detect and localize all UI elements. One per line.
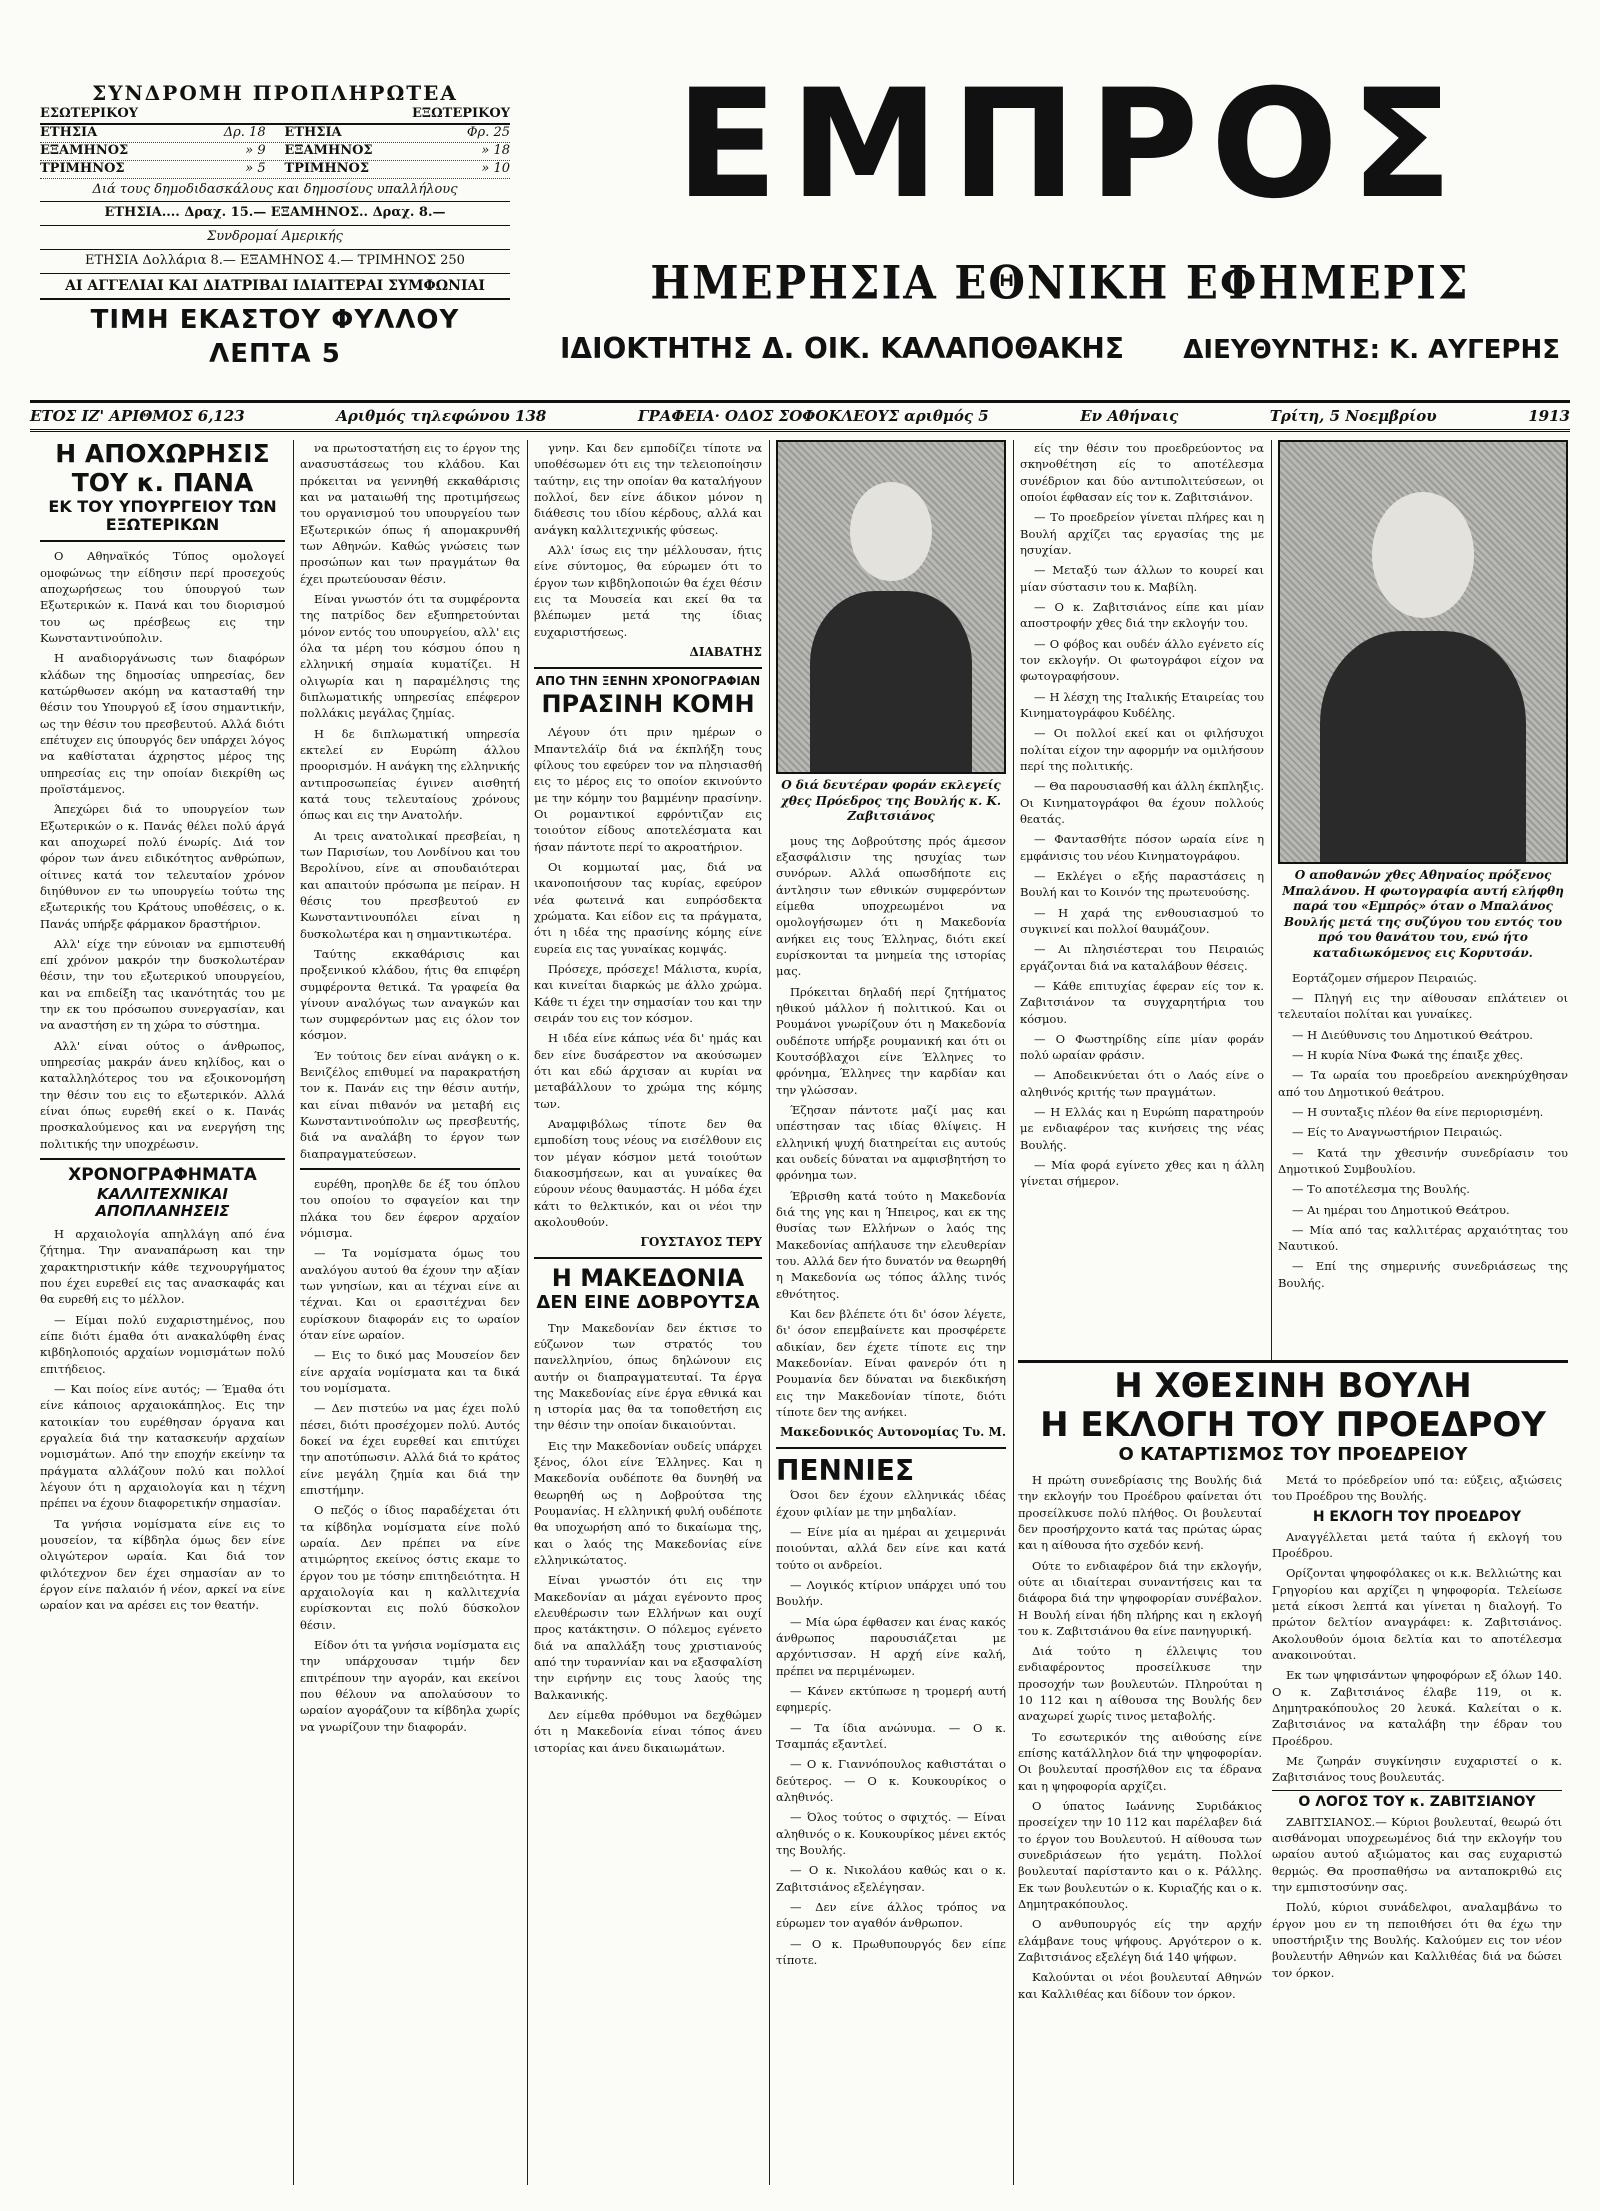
article-paragraph: — Ο φόβος και ουδέν άλλο εγένετο είς τον εκλογήν. Οι φωτογράφοι είχον να φωτογραφήσουν.: [1020, 636, 1264, 684]
rate-value: Φρ. 25: [466, 124, 510, 140]
article-paragraph: Οι κομμωταί μας, διά να ικανοποιήσουν τας κυρίας, εφεύρον νέα φωτεινά και ευπρόσδεκτα χρώματα. Και είδον εις τα πράγματα, ότι η ιδέα της πρασίνης κόμης είνε ευρεία εις τας γυναίκας κομψάς.: [534, 859, 762, 956]
domestic-label: ΕΣΩΤΕΡΙΚΟΥ: [40, 106, 139, 121]
article-paragraph: Αλλ' είναι ούτος ο άνθρωπος, υπηρεσίας μακράν άνευ κηλίδος, και ο καταλληλότερος του να εξοικονομήση την θέσιν του εις το εξωτερικόν. Αλλά είναι όπως ευρεθή εκεί ο κ. Πανάς προσκαλούμενος και να ενεργήση της πολιτικής την υποχρέωσιν.: [40, 1038, 285, 1151]
article-paragraph: Η αναδιοργάνωσις των διαφόρων κλάδων της δημοσίας υπηρεσίας, δεν κατώρθωσεν ακόμη να κατασταθή την θέσιν του Υπουργού εξ ίσου σημαντικήν, ως την θέσιν του πρεσβευτού. Αλλά διότι επέτυχεν εις ύπουργός δεν υπάρχει λόγος να καθίσταται άχρηστος μέρος της υπηρεσίας εις την οποίαν διεκρίθη ως προϊστάμενος.: [40, 651, 285, 796]
article-paragraph: — Αι ημέραι του Δημοτικού Θεάτρου.: [1292, 1202, 1510, 1217]
article-paragraph: Αλλ' είχε την εύνοιαν να εμπιστευθή επί χρόνον μακρόν την δυσκολωτέραν θέσιν, την του εξωτερικού υπουργείου, και να επιδείξη τας ικανότητάς του με την εκ του πρόσωπου συνεργασίαν, και να αναστήση εν τη χώρα το σύστημα.: [40, 936, 285, 1033]
article-paragraph: Άπεχώρει διά το υπουργείον των Εξωτερικών ο κ. Πανάς θέλει πολύ άργά και αποχωρεί πολύ ένωρίς. Διά τον φόρον των άνευ ειδικότητος ανθρώπων, οίτινες κατά τον τελευταίον χρόνον διηύθυνον εν τω υπουργείω τούτω της εξωτερικής του Κράτους υποθέσεις, ο κ. Πανάς υπήρξε φάρμακον δραστήριον.: [40, 802, 285, 931]
article-paragraph: — Η Διεύθυνσις του Δημοτικού Θεάτρου.: [1292, 1027, 1533, 1042]
rate-value: Δρ. 18: [223, 124, 266, 140]
photo-consul-balanou: [1278, 440, 1568, 864]
article-paragraph: — Η λέσχη της Ιταλικής Εταιρείας του Κινηματογράφου Κυδέλης.: [1020, 689, 1264, 720]
article-paragraph: — Και ποίος είνε αυτός; — Έμαθα ότι είνε κάποιος αρχαιοκάπηλος. Εις την κατοικίαν του ευρέθησαν όργανα και εργαλεία διά την κατασκευήν αρχαίων νομισμάτων. Από την εποχήν εκείνην τα πράγματα αλλάζουν πολύ και πολλοί λέγουν ότι η αρχαιολογία και η τέχνη πρέπει να έχουν διαφορετικήν σημασίαν.: [40, 1382, 285, 1511]
article-paragraph: — Τα ωραία του προεδρείου ανεκηρύχθησαν από του Δημοτικού θεάτρου.: [1278, 1068, 1568, 1099]
column-rule: [293, 440, 294, 2185]
article-paragraph: — Θα παρουσιασθή και άλλη έκπληξις. Οι Κινηματογράφοι θα έχουν πολλούς θεατάς.: [1020, 779, 1264, 826]
article-paragraph: Το εσωτερικόν της αιθούσης είνε επίσης κατάλληλον διά την ψηφοφορίαν. Οι βουλευταί προσήλθον εις τα έδρανα και η ψηφοφορία αρχίζει.: [1018, 1729, 1262, 1793]
column-rule: [527, 440, 528, 2185]
date: Τρίτη, 5 Νοεμβρίου: [1269, 407, 1437, 425]
dateline: [30, 400, 1570, 432]
article-paragraph: ΖΑΒΙΤΣΙΑΝΟΣ.— Κύριοι βουλευταί, θεωρώ ότι αισθάνομαι υποχρεωμένος διά την εκλογήν του ωραίου αυτού αξιώματος και σας ευχαριστώ θερμώς. Θα προσπαθήσω να ανταποκριθώ εις την εμπιστοσύνην σας.: [1272, 1814, 1562, 1894]
article-paragraph: Είναι γνωστόν ότι εις την Μακεδονίαν αι μάχαι εγένοντο προς ελευθέρωσιν των Ελλήνων και ουχί προς κατάκτησιν. Ο πόλεμος εγένετο διά να απαλλάξη τους χριστιανούς από την τυραννίαν και να εξασφαλίση την ειρήνην εις τους λαούς της Βαλκανικής.: [534, 1573, 762, 1702]
article-paragraph: ευρέθη, προηλθε δε έξ του όπλου του οποίου το σφαγείον και την πλάκα του δεν έφερον αρχαίον νόμισμα.: [300, 1177, 520, 1241]
column-3: [534, 440, 762, 2185]
article-paragraph: — Επί της σημερινής συνεδριάσεως της Βουλής.: [1278, 1259, 1568, 1290]
column-item: — Δεν είνε άλλος τρόπος να εύρωμεν τον αγαθόν άνθρωπον.: [776, 1900, 1006, 1931]
article-paragraph: Διά τούτο η έλλειψις του ενδιαφέροντος προσείλκυσε την προσοχήν των βουλευτών. Πληρούται η 10 112 και η αίθουσα της Βουλής δεν αναχωρεί χωρίς τινος μεταβολής.: [1018, 1644, 1262, 1724]
article-paragraph: Η πρώτη συνεδρίασις της Βουλής διά την εκλογήν του Προέδρου φαίνεται ότι προσείλκυσε πολύ πλήθος. Οι βουλευταί δεν προσήρχοντο κατά τας πρώτας ώρας και η αίθουσα ήτο σχεδόν κενή.: [1018, 1472, 1262, 1553]
rate-label: ΕΤΗΣΙΑ: [40, 124, 98, 140]
parliament-article: [1018, 1360, 1568, 2185]
issue-number: ΕΤΟΣ ΙΖ' ΑΡΙΘΜΟΣ 6,123: [30, 407, 245, 425]
article-paragraph: Είδον ότι τα γνήσια νομίσματα εις την υπάρχουσαν τιμήν δεν επιτρέπουν την αγοράν, και εκείνοι που θέλουν να απολαύσουν το ωραίον αγοράζουν τα κίβδηλα χωρίς να γνωρίζουν την διαφοράν.: [300, 1637, 520, 1734]
headline-pana: Η ΑΠΟΧΩΡΗΣΙΣ ΤΟΥ κ. ΠΑΝΑ: [55, 440, 270, 497]
article-paragraph: γνην. Και δεν εμποδίζει τίποτε να υποθέσωμεν ότι εις την τελειοποίησιν ταύτην, εις την οποίαν θα καταλήγουν πολλοί, δεν είνε άδικον μόνον η διάθεσις του ιδίου κέρδους, αλλά και ανάγκη καλλιτεχνικής φύσεως.: [534, 441, 762, 537]
column-item: — Όλος τούτος ο σφιχτός. — Είναι αληθινός ο κ. Κουκουρίκος μένει εκτός της Βουλής.: [776, 1810, 1006, 1858]
signature: ΔΙΑΒΑΤΗΣ: [689, 644, 762, 659]
article-paragraph: Μετά το πρόεδρείον υπό τα: εύξεις, αξιώσεις του Προέδρου της Βουλής.: [1272, 1472, 1562, 1504]
phone-number: Αριθμός τηλεφώνου 138: [336, 407, 547, 425]
article-paragraph: Ορίζονται ψηφοφόλακες οι κ.κ. Βελλιώτης και Γρηγορίου και αρχίζει η ψηφοφορία. Τελείωσε μετά είκοσι λεπτά και γίνεται η διαλογή. Το πρώτον δελτίον αναγράφει: κ. Ζαβιτσιάνος. Ακολουθούν όμοια δελτία και το αποτέλεσμα ανακοινούται.: [1272, 1566, 1562, 1662]
article-paragraph: Είναι γνωστόν ότι τα συμφέροντα της πατρίδος δεν εξυπηρετούνται μόνον εντός του υπουργείου, αλλ' εις όλα τα μέρη του κόσμου όπου η ελληνική σημαία κυματίζει. Η ολιγωρία και η παραμέλησις της διπλωματικής υπηρεσίας επέφερον πολλάκις μεγάλας ζημίας.: [300, 591, 520, 721]
masthead-tagline: ΗΜΕΡΗΣΙΑ ΕΘΝΙΚΗ ΕΦΗΜΕΡΙΣ: [650, 255, 1470, 310]
column-rule: [769, 440, 770, 2185]
masthead-title: ΕΜΠΡΟΣ: [675, 58, 1465, 232]
article-paragraph: Η δε διπλωματική υπηρεσία εκτελεί εν Ευρώπη άλλου προορισμόν. Η ανάγκη της ελληνικής αντιπροσωπείας έγινεν αισθητή κατά τους τελευταίους χρόνους όπως και εις την Ανατολήν.: [300, 726, 520, 823]
rate-label: ΕΤΗΣΙΑ: [284, 124, 342, 140]
rate-value: » 10: [481, 160, 510, 176]
article-paragraph: Αναγγέλλεται μετά ταύτα ή εκλογή του Προέδρου.: [1272, 1529, 1562, 1560]
article-paragraph: Ταύτης εκκαθάρισις και προξενικού κλάδου, ήτις θα επιφέρη συμφέροντα θετικά. Τα γραφεία θα γίνουν αναλόγως των αναγκών και των συμφερόντων μας εις όλον τον κόσμον.: [300, 946, 520, 1043]
column-item: — Τα ίδια ανώνυμα. — Ο κ. Τσαμπάς εξαντλεί.: [776, 1720, 1006, 1752]
article-paragraph: Τα γνήσια νομίσματα είνε εις το μουσείον, τα κίβδηλα όμως δεν είνε ολιγώτερον ωραία. Και διά τον φιλότεχνον δεν έχει σημασίαν αν το έργον είνε παλαιόν ή νέον, αρκεί να είνε ωραίον και να αρέσει εις τον θεατήν.: [40, 1516, 285, 1613]
article-paragraph: — Ο κ. Ζαβιτσιάνος είπε και μίαν αποστροφήν χθες διά την εκλογήν του.: [1020, 599, 1264, 631]
article-paragraph: Ο ανθυπουργός είς την αρχήν ελάμβανε τους ψήφους. Αργότερον ο κ. Ζαβιτσιάνος εξελέγη διά 140 ψήφων.: [1018, 1917, 1262, 1965]
article-paragraph: — Τα νομίσματα όμως του αναλόγου αυτού θα έχουν την αξίαν των γνησίων, και αι τέχναι είνε αι τέχναι. Και οι ερασιτέχναι δεν ευρίσκουν διαφοράν εις το ωραίον όταν είνε ωραίον.: [300, 1246, 520, 1343]
director-name: ΔΙΕΥΘΥΝΤΗΣ: Κ. ΑΥΓΕΡΗΣ: [1183, 335, 1560, 365]
article-paragraph: — Μεταξύ των άλλων το κουρεί και μίαν σύστασιν του κ. Μαβίλη.: [1020, 563, 1264, 594]
headline-parliament: Η ΧΘΕΣΙΝΗ ΒΟΥΛΗ: [1018, 1360, 1568, 1406]
article-paragraph: Η αρχαιολογία απηλλάγη από ένα ζήτημα. Την αναναπάρωση και την χαρακτηριστικήν κάθε τεχνουργήματος που έχει ευρεθεί εις τας ανασκαφάς και θα ευρεθή εις το μέλλον.: [40, 1227, 285, 1307]
owner-line: [560, 332, 1560, 365]
column-2: [300, 440, 520, 2185]
article-paragraph: — Εις το δικό μας Μουσείον δεν είνε αρχαία νομίσματα και τα δικά του νομίσματα.: [300, 1348, 520, 1396]
article-paragraph: — Αποδεικνύεται ότι ο Λαός είνε ο αληθινός κριτής των πραγμάτων.: [1020, 1068, 1264, 1099]
article-paragraph: Ούτε το ενδιαφέρον διά την εκλογήν, ούτε αι ιδιαίτεραι συναντήσεις και τα διάφορα διά την ψηφοφορίαν συνέβαλον. Η Βουλή είναι ήδη πλήρης και η εκλογή του κ. Ζαβιτσιάνου θα είνε πανηγυρική.: [1018, 1558, 1262, 1638]
subheadline-pana: ΕΚ ΤΟΥ ΥΠΟΥΡΓΕΙΟΥ ΤΩΝ ΕΞΩΤΕΡΙΚΩΝ: [48, 496, 277, 534]
article-paragraph: — Η κυρία Νίνα Φωκά της έπαιξε χθες.: [1292, 1047, 1524, 1062]
place: Εν Αθήναις: [1080, 407, 1179, 425]
signature: Μακεδονικός Αυτονομίας Τυ. Μ.: [780, 1425, 1006, 1440]
article-paragraph: — Η συνταξις πλέον θα είνε περιορισμένη.: [1292, 1104, 1544, 1119]
column-item: — Είνε μία αι ημέραι αι χειμερινάι ποιούνται, αλλά δεν είνε και κατά τούτο οι ανδρείοι.: [776, 1525, 1006, 1572]
article-paragraph: Αλλ' ίσως εις την μέλλουσαν, ήτις είνε σύντομος, θα εύρωμεν ότι το έργον των κιβδηλοποιών θα έχει θέσιν εις τα Μουσεία και εκεί θα τα βλέπωμεν μετά της ίδιας ευχαριστήσεως.: [534, 542, 762, 639]
owner-name: ΙΔΙΟΚΤΗΤΗΣ Δ. ΟΙΚ. ΚΑΛΑΠΟΘΑΚΗΣ: [560, 332, 1124, 365]
subheadline-macedonia: ΔΕΝ ΕΙΝΕ ΔΟΒΡΟΥΤΣΑ: [536, 1291, 760, 1313]
portrait-photo-zavitsianos: [776, 440, 1006, 774]
year: 1913: [1528, 407, 1570, 425]
section-kicker: ΑΠΟ ΤΗΝ ΞΕΝΗΝ ΧΡΟΝΟΓΡΑΦΙΑΝ: [535, 673, 761, 688]
column-item: — Ο κ. Πρωθυπουργός δεν είπε τίποτε.: [776, 1936, 1006, 1968]
photo-caption: Ο αποθανών χθες Αθηναίος πρόξενος Μπαλάνου. Η φωτογραφία αυτή ελήφθη παρά του «Εμπρός» όταν ο Μπαλάνος Βουλής μετά της συζύγου του εντός του πρό του θανάτου του, ενώ ήτο καταδιωκόμενος εις Κορυτσάν.: [1282, 868, 1564, 960]
article-paragraph: — Αι πλησιέστεραι του Πειραιώς εργάζονται διά να καταλάβουν θέσεις.: [1020, 942, 1264, 973]
article-paragraph: — Εκλέγει ο εξής παραστάσεις η Βουλή και το Κοινόν της πρωτευούσης.: [1020, 868, 1264, 900]
column-rule: [1013, 440, 1014, 2185]
article-paragraph: — Μία φορά εγίνετο χθες και η άλλη γίνεται σήμερον.: [1020, 1158, 1264, 1189]
article-paragraph: Έβρισθη κατά τούτο η Μακεδονία διά της γης και η Ήπειρος, και εκ της θυσίας των Ελλήνων ο λαός της Μακεδονίας απήλαυσε την ελευθερίαν του. Αλλά δεν ήτο δυνατόν να θεωρηθή η Μακεδονία ως τόπος άλλης τινός εθνότητος.: [776, 1188, 1006, 1301]
article-paragraph: Ο Αθηναϊκός Τύπος ομολογεί ομοφώνως την είδησιν περί προσεχούς αποχωρήσεως του ύπουργού των Εξωτερικών κ. Πανά και του διορισμού του ως πρέσβεως εις την Κωνσταντινούπολιν.: [40, 549, 285, 645]
article-paragraph: Αναμφιβόλως τίποτε δεν θα εμποδίση τους νέους να εισέλθουν εις τον μέγαν κόσμον μετά τοιούτων διακοσμήσεων, και αι γυναίκες θα εύρουν νέους θαυμαστάς. Η μόδα έχει κάτι το θελκτικόν, και οι νέοι την ακολουθούν.: [534, 1116, 762, 1229]
article-paragraph: Και δεν βλέπετε ότι δι' όσον λέγετε, δι' όσον επεμβαίνετε και προσφέρετε αδικίαν, δεν έχετε τίποτε εις την Μακεδονίαν. Είναι φανερόν ότι η Ρουμανία δεν δύναται να διεκδικήση εις την Μακεδονίαν τίποτε, διότι τίποτε δεν της ανήκει.: [776, 1306, 1006, 1419]
office-address: ΓΡΑΦΕΙΑ· ΟΔΟΣ ΣΟΦΟΚΛΕΟΥΣ αριθμός 5: [637, 407, 989, 425]
article-paragraph: — Το αποτέλεσμα της Βουλής.: [1292, 1182, 1470, 1197]
article-paragraph: Με ζωηράν συγκίνησιν ευχαριστεί ο κ. Ζαβιτσιάνος τους βουλευτάς.: [1272, 1753, 1562, 1785]
article-paragraph: — Είς το Αναγνωστήριον Πειραιώς.: [1292, 1125, 1503, 1140]
article-paragraph: Πρόσεχε, πρόσεχε! Μάλιστα, κυρία, και κινείται διαρκώς με άλλο χρώμα. Κάθε τι έχει την σημασίαν του και την σειράν του εις τον κόσμον.: [534, 961, 762, 1025]
price-note: ΤΙΜΗ ΕΚΑΣΤΟΥ ΦΥΛΛΟΥ ΛΕΠΤΑ 5: [90, 305, 460, 370]
rate-value: » 18: [481, 142, 510, 158]
teachers-rates: ΕΤΗΣΙΑ.... Δραχ. 15.— ΕΞΑΜΗΝΟΣ.. Δραχ. 8.—: [40, 202, 510, 226]
article-paragraph: Πολύ, κύριοι συνάδελφοι, αναλαμβάνω το έργον μου εν τη πεποιθήσει ότι θα έχω την υποστήριξιν της Βουλής. Καλούμεν εις τον νέον βουλευτήν Αθηνών και Καλλιθέας διά να δώσει τον όρκον.: [1272, 1900, 1562, 1980]
article-paragraph: — Είμαι πολύ ευχαριστημένος, που είπε διότι έμαθα ότι ανακαλύφθη ένας κιβδηλοποιός αρχαίων νομισμάτων πολύ επιτήδειος.: [40, 1312, 285, 1376]
photo-caption: Ο διά δευτέραν φοράν εκλεγείς χθες Πρόεδρος της Βουλής κ. Κ. Ζαβιτσιάνος: [780, 778, 1002, 824]
subhead-speech: Ο ΛΟΓΟΣ ΤΟΥ κ. ΖΑΒΙΤΣΙΑΝΟΥ: [1272, 1790, 1562, 1810]
rate-row: [40, 161, 510, 179]
article-paragraph: είς την θέσιν του προεδρεύοντος να σκηνοθέτηση είς το αποτέλεσμα συνέδριον και δύο αντιπολιτεύσεων, οι οποίοι έφθασαν είς τον κ. Ζαβιτσιάνον.: [1020, 441, 1264, 504]
ads-note: ΑΙ ΑΓΓΕΛΙΑΙ ΚΑΙ ΔΙΑΤΡΙΒΑΙ ΙΔΙΑΙΤΕΡΑΙ ΣΥΜΦΩΝΙΑΙ: [40, 274, 510, 300]
article-paragraph: — Ο Φωστηρίδης είπε μίαν φοράν πολύ ωραίαν φράσιν.: [1020, 1031, 1264, 1063]
article-paragraph: Δεν είμεθα πρόθυμοι να δεχθώμεν ότι η Μακεδονία είναι τόπος άνευ ιστορίας και άνευ δικαιωμάτων.: [534, 1708, 762, 1755]
article-paragraph: — Δεν πιστεύω να μας έχει πολύ πέσει, διότι προσέχομεν πολύ. Αυτός δοκεί να έχει ευρεθεί και επιτύχει την αποτύπωσιν. Αλλά διά το κράτος είνε μεγάλη ζημία και διά την επιστήμην.: [300, 1401, 520, 1498]
article-paragraph: Αι τρεις ανατολικαί πρεσβείαι, η των Παρισίων, του Λονδίνου και του Βερολίνου, είνε αι σπουδαιότεραι και απαιτούν πρόσωπα με πείραν. Η θέσις του πρεσβευτού εν Κωνσταντινουπόλει είναι η δυσκολωτέρα και η σημαντικωτέρα.: [300, 828, 520, 941]
column-item: — Κάνεν εκτύπωσε η τρομερή αυτή εφημερίς.: [776, 1684, 1006, 1715]
article-paragraph: — Πληγή εις την αίθουσαν επλάτειεν οι τελευταίοι πολίται και γυναίκες.: [1278, 990, 1568, 1022]
article-paragraph: να πρωτοστατήση εις το έργον της ανασυστάσεως του κλάδου. Και πρόκειται να γεννηθή εκκαθάρισις και να ματαιωθή της προτιμήσεως του οργανισμού του υπουργείου των Εξωτερικών όπως ή απομακρυνθή των Αθηνών. Καθώς γνώσεις των προσώπων και των πραγμάτων θα έχει πρωτεύουσαν θέσιν.: [300, 441, 520, 586]
headline-green-hair: ΠΡΑΣΙΝΗ ΚΟΜΗ: [541, 689, 755, 718]
article-paragraph: Εορτάζομεν σήμερον Πειραιώς.: [1292, 970, 1477, 985]
subscription-columns: [40, 106, 510, 125]
subhead-election: Η ΕΚΛΟΓΗ ΤΟΥ ΠΡΟΕΔΡΟΥ: [1312, 1508, 1522, 1525]
article-paragraph: Ο ύπατος Ιωάννης Συριδάκιος προσείχεν την 10 112 και παρέλαβεν διά το έργον του Βουλευτού. Η αίθουσα των συνεδριάσεων ήτο γεμάτη. Πολλοί βουλευταί παρίσταντο και ο κ. Ράλλης. Εκ των βουλευτών ο κ. Κυριαζής και ο κ. Δημητρακόπουλος.: [1018, 1799, 1262, 1912]
rate-label: ΤΡΙΜΗΝΟΣ: [284, 160, 370, 176]
article-paragraph: Καλούνται οι νέοι βουλευταί Αθηνών και Καλλιθέας και δίδουν τον όρκον.: [1018, 1970, 1262, 2001]
column-item: — Ο κ. Νικολάου καθώς και ο κ. Ζαβιτσιάνος εξελέγησαν.: [776, 1863, 1006, 1894]
subscription-title: ΣΥΝΔΡΟΜΗ ΠΡΟΠΛΗΡΩΤΕΑ: [92, 81, 458, 105]
signature: ΓΟΥΣΤΑΥΟΣ ΤΕΡΥ: [640, 1235, 762, 1250]
america-rates: ΕΤΗΣΙΑ Δολλάρια 8.— ΕΞΑΜΗΝΟΣ 4.— ΤΡΙΜΗΝΟΣ 250: [40, 250, 510, 274]
rate-label: ΤΡΙΜΗΝΟΣ: [40, 160, 125, 176]
article-paragraph: — Κάθε επιτυχίας έφεραν είς τον κ. Ζαβιτσιάνον τα συγχαρητήρια του κόσμου.: [1020, 978, 1264, 1026]
article-paragraph: Η ιδέα είνε κάπως νέα δι' ημάς και δεν είνε δυσάρεστον να ακούσωμεν ότι και εδώ άρχισαν αι κυρίαι να μεταβάλλουν το χρώμα της κόμης των.: [534, 1031, 762, 1111]
article-paragraph: — Φαντασθήτε πόσον ωραία είνε η εμφάνισις του νέου Κινηματογράφου.: [1020, 832, 1264, 863]
article-paragraph: — Κατά την χθεσινήν συνεδρίασιν του Δημοτικού Συμβουλίου.: [1278, 1145, 1568, 1176]
article-paragraph: — Μία από τας καλλιτέρας αρχαιότητας του Ναυτικού.: [1278, 1222, 1568, 1254]
column-item: — Μία ώρα έφθασεν και ένας κακός άνθρωπος παρουσιάζεται με αρχόντισσαν. Η αρχή είνε καλή, πρέπει να περιμένωμεν.: [776, 1614, 1006, 1678]
article-paragraph: Πρόκειται δηλαδή περί ζητήματος ηθικού μάλλον ή πολιτικού. Και οι Ρουμάνοι γνωρίζουν ότι η Μακεδονία ουδέποτε υπήρξε ρουμανική και ότι οι Κουτσόβλαχοι είνε Έλληνες το φρόνημα, Έλληνες την καρδίαν και την γλώσσαν.: [776, 984, 1006, 1097]
rate-label: ΕΞΑΜΗΝΟΣ: [40, 142, 129, 158]
article-paragraph: Εις την Μακεδονίαν ουδείς υπάρχει ξένος, όλοι είνε Έλληνες. Και η Μακεδονία ουδέποτε θα δυνηθή να θεωρηθή ως η Δοβρούτσα της Ρουμανίας. Η ελληνική φυλή ουδέποτε θα υποχωρήση από το δικαίωμα της, και ο λαός της Μακεδονίας είνε ελληνικώτατος.: [534, 1438, 762, 1568]
article-paragraph: Λέγουν ότι πριν ημέρων ο Μπαντελάϊρ διά να έκπλήξη τους φίλους του εφεύρεν τον να πλησιασθή εις το μέρος εις το οποίον εκινούντο με την κόμην του βαμμένην πρασίνην. Οι ρομαντικοί εφρόντιζαν εις τοιούτον είδους αποτελέσματα και ήσαν πάντοτε περί το ακροατήριον.: [534, 725, 762, 854]
article-paragraph: — Η Ελλάς και η Ευρώπη παρατηρούν με ενδιαφέρον τας κινήσεις της νέας Βουλής.: [1020, 1105, 1264, 1152]
article-paragraph: Την Μακεδονίαν δεν έκτισε το εύζωνον των στρατός του πανελληνίου, όπως δηλώνουν εις αυτήν οι διαπραγματευταί. Τα έργα της Μακεδονίας είνε έργα εθνικά και η ιστορία μας θα τα τοποθετήση εις την θέσιν την οποίαν δικαιούνται.: [534, 1320, 762, 1433]
headline-macedonia: Η ΜΑΚΕΔΟΝΙΑ: [551, 1264, 745, 1293]
rate-value: » 5: [245, 160, 266, 176]
article-paragraph: — Οι πολλοί εκεί και οι φιλήσυχοι πολίται είχον την αφορμήν να ομιλήσουν περί της πολιτικής.: [1020, 726, 1264, 773]
column-1: [40, 440, 285, 2185]
america-label: Συνδρομαί Αμερικής: [40, 226, 510, 250]
teachers-note: Διά τους δημοδιδασκάλους και δημοσίους υπαλλήλους: [40, 179, 510, 203]
headline-pennies: ΠΕΝΝΙΕΣ: [776, 1454, 915, 1488]
column-item: — Λογικός κτίριον υπάρχει υπό του Βουλήν.: [776, 1578, 1006, 1609]
chronicles-title: ΧΡΟΝΟΓΡΑΦΗΜΑΤΑ: [68, 1165, 257, 1186]
rate-row: [40, 125, 510, 143]
column-item: Όσοι δεν έχουν ελληνικάς ιδέας έχουν φιλίαν με την μηδαλίαν.: [776, 1488, 1006, 1519]
foreign-label: ΕΞΩΤΕΡΙΚΟΥ: [412, 106, 510, 121]
article-paragraph: Ο πεζός ο ίδιος παραδέχεται ότι τα κίβδηλα νομίσματα είνε πολύ ωραία. Δεν πρέπει να είνε ατιμώρητος εκείνος όστις εκαμε το έργον του με τόσην επιτηδειότητα. Η αρχαιολογία και η καλλιτεχνία ευρίσκονται εις πολύ δύσκολον θέσιν.: [300, 1503, 520, 1632]
article-paragraph: — Η χαρά της ενθουσιασμού το συγκινεί και πολλοί θαυμάζουν.: [1020, 905, 1264, 936]
article-paragraph: μους της Δοβρούτσης πρός άμεσον εξασφάλισιν της ησυχίας των συνόρων. Αλλά οπωσδήποτε εις άντλησιν των εθνικών συμφερόντων είμεθα υποχρεωμένοι να ομολογήσωμεν ότι η Μακεδονία ανήκει εις τους Έλληνας, διότι εκεί ευρίσκονται τα μνημεία της ιστορίας μας.: [776, 833, 1006, 979]
subscription-box: [40, 80, 510, 372]
chronicles-subtitle: ΚΑΛΛΙΤΕΧΝΙΚΑΙ ΑΠΟΠΛΑΝΗΣΕΙΣ: [95, 1184, 230, 1220]
column-item: — Ο κ. Γιαννόπουλος καθιστάται ο δεύτερος. — Ο κ. Κουκουρίκος ο αληθινός.: [776, 1757, 1006, 1805]
article-paragraph: Εκ των ψηφισάντων ψηφοφόρων εξ όλων 140. Ο κ. Ζαβιτσιάνος έλαβε 119, οι κ. Δημητρακόπουλος 20 λευκά. Καλείται ο κ. Ζαβιτσιάνος να καταλάβη την έδραν του Προέδρου.: [1272, 1668, 1562, 1748]
rate-row: [40, 143, 510, 161]
headline-president-election: Η ΕΚΛΟΓΗ ΤΟΥ ΠΡΟΕΔΡΟΥ: [1040, 1405, 1546, 1446]
article-paragraph: Έν τούτοις δεν είναι ανάγκη ο κ. Βενιζέλος επιθυμεί να παρακρατήση τον κ. Πανάν εις την θέσιν αυτήν, και είναι πιθανόν να μεταβή εις Κωνσταντινούπολιν ως πρεσβευτής, διά να αναλάβη το έργον των διαπραγματεύσεων.: [300, 1048, 520, 1161]
rate-value: » 9: [245, 142, 266, 158]
rate-label: ΕΞΑΜΗΝΟΣ: [284, 142, 373, 158]
article-paragraph: Έζησαν πάντοτε μαζί μας και υπέστησαν τας ιδίας θλίψεις. Η ελληνική ψυχή διατηρείται εις αυτούς και ουδείς δύναται να αμφισβητήση το φρόνημα των.: [776, 1103, 1006, 1183]
column-4: [776, 440, 1006, 2185]
article-paragraph: — Το προεδρείον γίνεται πλήρες και η Βουλή αρχίζει τας εργασίας της με ησυχίαν.: [1020, 510, 1264, 557]
subheadline-bureau: Ο ΚΑΤΑΡΤΙΣΜΟΣ ΤΟΥ ΠΡΟΕΔΡΕΙΟΥ: [1118, 1444, 1468, 1466]
